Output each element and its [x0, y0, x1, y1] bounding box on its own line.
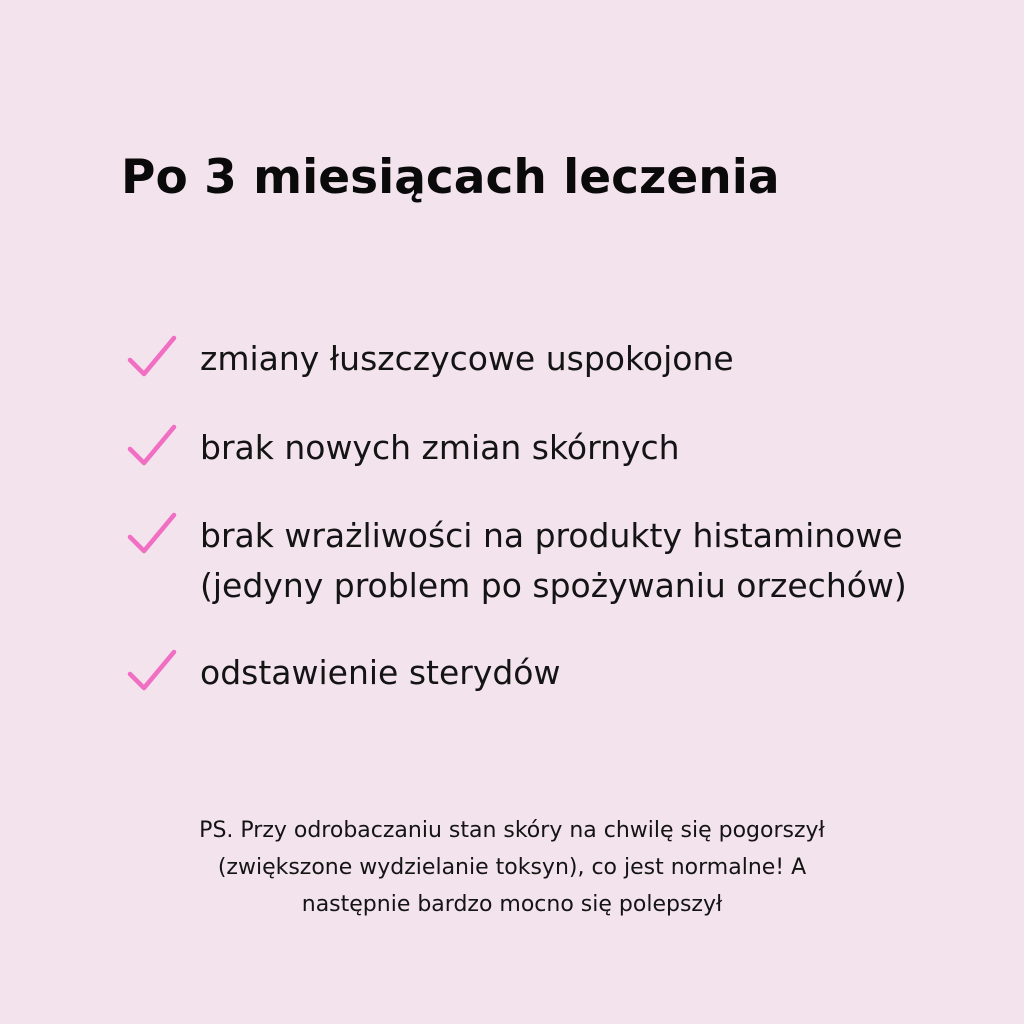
ps-line: (zwiększone wydzielanie toksyn), co jest normalne! A [217, 855, 807, 880]
checkmark-icon [126, 648, 178, 694]
checklist-item-text: brak nowych zmian skórnych [200, 428, 680, 467]
checklist-item-text: zmiany łuszczycowe uspokojone [200, 339, 734, 378]
checkmark-icon [126, 334, 178, 380]
ps-note [112, 812, 912, 923]
ps-line: PS. Przy odrobaczaniu stan skóry na chwilę się pogorszył [199, 818, 825, 843]
checklist-item-text: (jedyny problem po spożywaniu orzechów) [200, 566, 907, 605]
checkmark-icon [126, 423, 178, 469]
checklist-item-text: odstawienie sterydów [200, 653, 561, 692]
checkmark-icon [126, 511, 178, 557]
page-title: Po 3 miesiącach leczenia [121, 150, 780, 205]
ps-line: następnie bardzo mocno się polepszył [301, 892, 723, 917]
checklist-item-text: brak wrażliwości na produkty histaminowe [200, 516, 903, 555]
